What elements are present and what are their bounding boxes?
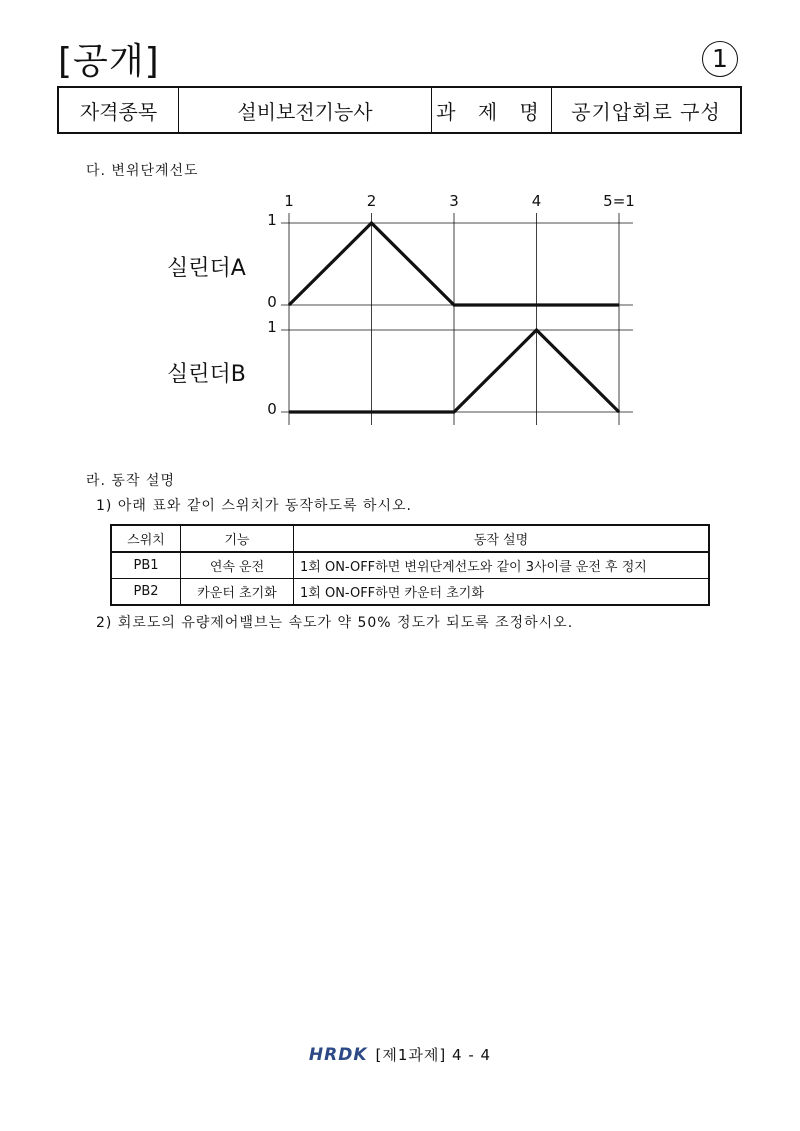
page-footer xyxy=(0,1044,800,1065)
field1-label: 자격종목 xyxy=(59,88,179,132)
hrdk-logo: HRDK xyxy=(308,1045,368,1065)
level-high-label: 1 xyxy=(267,318,277,336)
step-label: 2 xyxy=(366,192,377,210)
section-d-title: 라. 동작 설명 xyxy=(86,473,175,489)
instruction-item-1: 1) 아래 표와 같이 스위치가 동작하도록 하시오. xyxy=(96,498,412,514)
table-header-row xyxy=(111,525,709,552)
instruction-item-2: 2) 회로도의 유량제어밸브는 속도가 약 50% 정도가 되도록 조정하시오. xyxy=(96,615,574,631)
switch-operation-table xyxy=(110,524,710,606)
description-cell: 1회 ON-OFF하면 변위단계선도와 같이 3사이클 운전 후 정지 xyxy=(294,552,710,579)
function-cell: 연속 운전 xyxy=(181,552,294,579)
table-row xyxy=(111,579,709,606)
table-row xyxy=(111,552,709,579)
document-open-label: [공개] xyxy=(58,41,160,82)
field1-value: 설비보전기능사 xyxy=(179,88,432,132)
switch-cell: PB2 xyxy=(111,579,181,606)
cylinder-a-label: 실린더A xyxy=(167,256,246,281)
description-cell: 1회 ON-OFF하면 카운터 초기화 xyxy=(294,579,710,606)
column-header-switch: 스위치 xyxy=(111,525,181,552)
cylinder-b-label: 실린더B xyxy=(167,362,246,387)
field2-label: 과 제 명 xyxy=(432,88,552,132)
step-label: 1 xyxy=(284,192,294,210)
circled-task-number: 1 xyxy=(702,41,738,77)
step-label: 4 xyxy=(531,192,542,210)
level-low-label: 0 xyxy=(267,400,277,418)
level-low-label: 0 xyxy=(267,293,277,311)
level-high-label: 1 xyxy=(267,211,277,229)
column-header-description: 동작 설명 xyxy=(294,525,710,552)
column-header-function: 기능 xyxy=(181,525,294,552)
field2-value: 공기압회로 구성 xyxy=(571,99,721,124)
section-c-title: 다. 변위단계선도 xyxy=(86,163,199,179)
step-label: 5=1 xyxy=(603,192,635,210)
function-cell: 카운터 초기화 xyxy=(181,579,294,606)
page-number: [제1과제] 4 - 4 xyxy=(375,1046,492,1064)
step-label: 3 xyxy=(449,192,459,210)
diagram-grid xyxy=(281,213,633,425)
switch-cell: PB1 xyxy=(111,552,181,579)
